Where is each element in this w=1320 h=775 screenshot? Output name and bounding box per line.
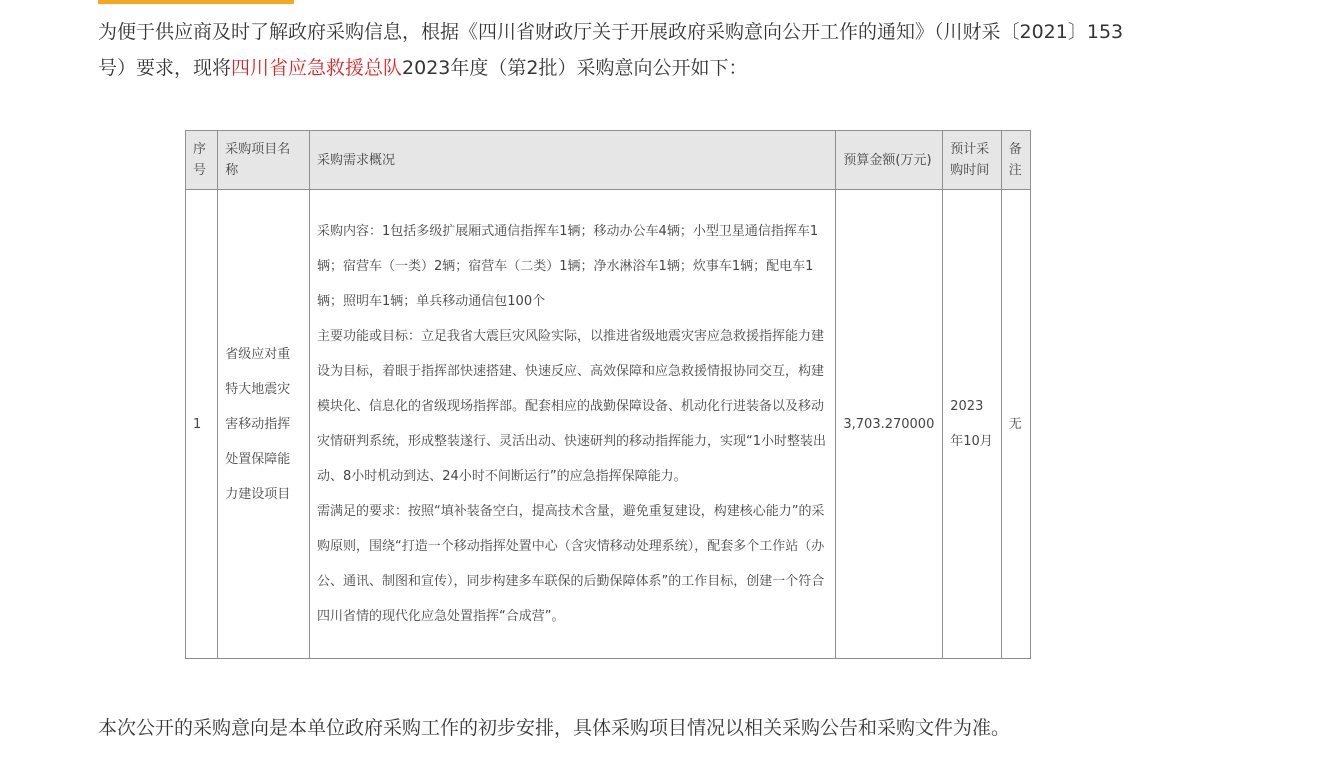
desc-goal: 主要功能或目标：立足我省大震巨灾风险实际，以推进省级地震灾害应急救援指挥能力建设为目标，着眼于指挥部快速搭建、快速反应、高效保障和应急救援情报协同交互，构建模块化、信息化的省级现场指挥部。配套相应的战勤保障设备、机动化行进装备以及移动灾情研判系统，形成整装遂行、灵活出动、快速研判的移动指挥能力，实现“1小时整装出动、8小时机动到达、24小时不间断运行”的应急指挥保障能力。 [317, 329, 827, 484]
intro-unit-name: 四川省应急救援总队 [231, 57, 403, 79]
header-budget: 预算金额(万元) [836, 131, 943, 190]
table-row [186, 190, 1031, 659]
header-note: 备注 [1001, 131, 1030, 190]
header-description: 采购需求概况 [310, 131, 836, 190]
table-header-row [186, 131, 1031, 190]
header-project-name: 采购项目名称 [218, 131, 310, 190]
cell-seq: 1 [186, 190, 218, 659]
cell-note: 无 [1001, 190, 1030, 659]
intro-text-before: 为便于供应商及时了解政府采购信息，根据《四川省财政厅关于开展政府采购意向公开工作的通知》（川财采〔2021〕153号）要求，现将 [98, 21, 1124, 79]
procurement-table [185, 130, 1031, 659]
desc-content: 采购内容：1包括多级扩展厢式通信指挥车1辆；移动办公车4辆；小型卫星通信指挥车1辆；宿营车（一类）2辆；宿营车（二类）1辆；净水淋浴车1辆；炊事车1辆；配电车1辆；照明车1辆；单兵移动通信包100个 [317, 224, 819, 309]
header-time: 预计采购时间 [943, 131, 1001, 190]
cell-project-name: 省级应对重特大地震灾害移动指挥处置保障能力建设项目 [218, 190, 310, 659]
header-seq: 序号 [186, 131, 218, 190]
desc-requirements: 需满足的要求：按照“填补装备空白，提高技术含量，避免重复建设，构建核心能力”的采购原则，围绕“打造一个移动指挥处置中心（含灾情移动处理系统），配套多个工作站（办公、通讯、制图和宣传），同步构建多车联保的后勤保障体系”的工作目标，创建一个符合四川省情的现代化应急处置指挥“合成营”。 [317, 504, 825, 624]
outro-paragraph: 本次公开的采购意向是本单位政府采购工作的初步安排，具体采购项目情况以相关采购公告和采购文件为准。 [98, 717, 1011, 739]
cell-time: 2023年10月 [943, 190, 1001, 659]
cell-description [310, 190, 836, 659]
intro-paragraph [98, 14, 1128, 86]
top-accent-bar [98, 0, 294, 4]
intro-text-after: 2023年度（第2批）采购意向公开如下： [402, 57, 748, 79]
cell-budget: 3,703.270000 [836, 190, 943, 659]
table-top-artifact [258, 118, 448, 128]
